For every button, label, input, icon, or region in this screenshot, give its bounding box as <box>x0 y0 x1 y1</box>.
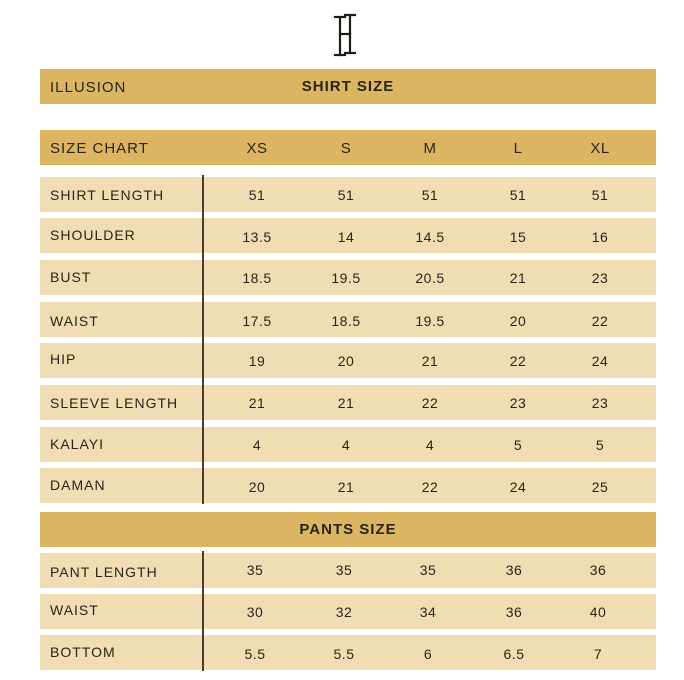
table-row <box>40 468 656 503</box>
row-label: KALAYI <box>50 436 104 452</box>
cell-value: 21 <box>337 479 355 495</box>
cell-value: 25 <box>591 479 609 495</box>
table-row <box>40 302 656 337</box>
cell-value: 16 <box>591 229 609 245</box>
cell-value: 6 <box>423 646 433 662</box>
cell-value: 20 <box>337 353 355 369</box>
cell-value: 5.5 <box>333 646 355 662</box>
cell-value: 20 <box>509 313 527 329</box>
cell-value: 21 <box>421 353 439 369</box>
cell-value: 13.5 <box>242 229 272 245</box>
cell-value: 19.5 <box>415 313 445 329</box>
cell-value: 22 <box>509 353 527 369</box>
cell-value: 4 <box>425 437 435 453</box>
shirt-size-banner <box>40 69 656 104</box>
cell-value: 14 <box>337 229 355 245</box>
cell-value: 51 <box>248 187 266 203</box>
cell-value: 36 <box>505 562 523 578</box>
table-row <box>40 177 656 212</box>
cell-value: 5 <box>595 437 605 453</box>
size-s-header: S <box>340 140 352 157</box>
cell-value: 5 <box>513 437 523 453</box>
table-row <box>40 218 656 253</box>
cell-value: 36 <box>505 604 523 620</box>
cell-value: 19.5 <box>331 270 361 286</box>
cell-value: 24 <box>509 479 527 495</box>
row-label: SLEEVE LENGTH <box>50 395 179 411</box>
brand-name: ILLUSION <box>50 79 127 96</box>
monogram-h-icon <box>332 12 358 58</box>
row-label: BOTTOM <box>50 644 116 660</box>
row-label: WAIST <box>50 313 99 329</box>
cell-value: 6.5 <box>503 646 525 662</box>
size-chart-label: SIZE CHART <box>50 140 149 157</box>
shirt-size-title: SHIRT SIZE <box>301 78 395 95</box>
size-xs-header: XS <box>246 140 268 157</box>
cell-value: 32 <box>335 604 353 620</box>
table-row <box>40 594 656 629</box>
cell-value: 30 <box>246 604 264 620</box>
cell-value: 4 <box>252 437 262 453</box>
table-row <box>40 260 656 295</box>
column-divider <box>202 175 204 504</box>
cell-value: 15 <box>509 229 527 245</box>
size-chart-header <box>40 130 656 165</box>
cell-value: 23 <box>509 395 527 411</box>
cell-value: 24 <box>591 353 609 369</box>
cell-value: 22 <box>421 479 439 495</box>
table-row <box>40 385 656 420</box>
row-label: BUST <box>50 269 92 285</box>
cell-value: 18.5 <box>331 313 361 329</box>
row-label: HIP <box>50 351 77 367</box>
cell-value: 23 <box>591 270 609 286</box>
table-row <box>40 635 656 670</box>
cell-value: 21 <box>248 395 266 411</box>
cell-value: 14.5 <box>415 229 445 245</box>
size-xl-header: XL <box>590 140 610 157</box>
cell-value: 51 <box>509 187 527 203</box>
column-divider <box>202 551 204 671</box>
cell-value: 19 <box>248 353 266 369</box>
cell-value: 21 <box>337 395 355 411</box>
table-row <box>40 427 656 462</box>
cell-value: 22 <box>421 395 439 411</box>
table-row <box>40 343 656 378</box>
pants-size-banner <box>40 512 656 547</box>
cell-value: 35 <box>419 562 437 578</box>
cell-value: 51 <box>591 187 609 203</box>
cell-value: 34 <box>419 604 437 620</box>
cell-value: 51 <box>337 187 355 203</box>
row-label: WAIST <box>50 602 99 618</box>
size-m-header: M <box>423 140 437 157</box>
cell-value: 5.5 <box>244 646 266 662</box>
cell-value: 36 <box>589 562 607 578</box>
cell-value: 40 <box>589 604 607 620</box>
row-label: SHIRT LENGTH <box>50 187 165 203</box>
cell-value: 51 <box>421 187 439 203</box>
cell-value: 4 <box>341 437 351 453</box>
cell-value: 20 <box>248 479 266 495</box>
cell-value: 17.5 <box>242 313 272 329</box>
cell-value: 20.5 <box>415 270 445 286</box>
table-row <box>40 553 656 588</box>
cell-value: 18.5 <box>242 270 272 286</box>
cell-value: 23 <box>591 395 609 411</box>
cell-value: 21 <box>509 270 527 286</box>
size-l-header: L <box>513 140 523 157</box>
cell-value: 35 <box>246 562 264 578</box>
row-label: PANT LENGTH <box>50 564 158 580</box>
cell-value: 22 <box>591 313 609 329</box>
row-label: SHOULDER <box>50 227 136 243</box>
cell-value: 35 <box>335 562 353 578</box>
row-label: DAMAN <box>50 477 106 493</box>
cell-value: 7 <box>593 646 603 662</box>
pants-size-title: PANTS SIZE <box>299 521 397 538</box>
